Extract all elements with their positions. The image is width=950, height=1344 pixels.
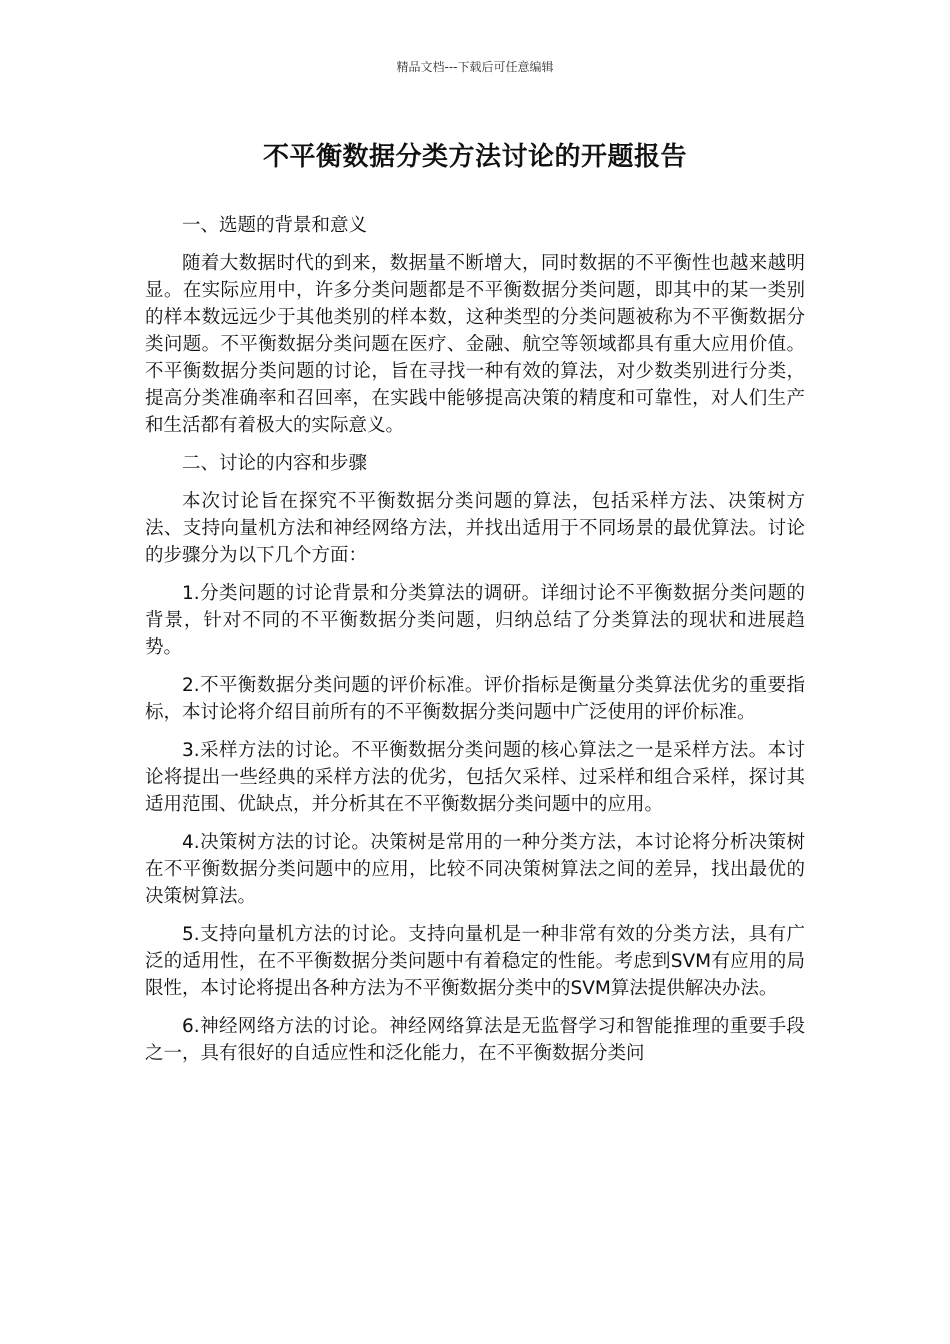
- section-heading-background: 一、选题的背景和意义: [182, 215, 368, 236]
- list-item-3: 3.采样方法的讨论。不平衡数据分类问题的核心算法之一是采样方法。本讨论将提出一些经典的采样方法的优劣，包括欠采样、过采样和组合采样，探讨其适用范围、优缺点，并分析其在不平衡数据分类问题中的应用。: [145, 740, 805, 815]
- list-item-6: 6.神经网络方法的讨论。神经网络算法是无监督学习和智能推理的重要手段之一，具有很好的自适应性和泛化能力，在不平衡数据分类问: [145, 1016, 805, 1064]
- paragraph-background: 随着大数据时代的到来，数据量不断增大，同时数据的不平衡性也越来越明显。在实际应用中，许多分类问题都是不平衡数据分类问题，即其中的某一类别的样本数远远少于其他类别的样本数，这种类型的分类问题被称为不平衡数据分类问题。不平衡数据分类问题在医疗、金融、航空等领域都具有重大应用价值。不平衡数据分类问题的讨论，旨在寻找一种有效的算法，对少数类别进行分类，提高分类准确率和召回率，在实践中能够提高决策的精度和可靠性，对人们生产和生活都有着极大的实际意义。: [145, 253, 805, 436]
- list-item-5: 5.支持向量机方法的讨论。支持向量机是一种非常有效的分类方法，具有广泛的适用性，在不平衡数据分类问题中有着稳定的性能。考虑到SVM有应用的局限性，本讨论将提出各种方法为不平衡数据分类中的SVM算法提供解决办法。: [145, 924, 805, 999]
- list-item-2: 2.不平衡数据分类问题的评价标准。评价指标是衡量分类算法优劣的重要指标，本讨论将介绍目前所有的不平衡数据分类问题中广泛使用的评价标准。: [145, 675, 805, 723]
- header-note: 精品文档---下载后可任意编辑: [396, 60, 554, 74]
- paragraph-content-intro: 本次讨论旨在探究不平衡数据分类问题的算法，包括采样方法、决策树方法、支持向量机方法和神经网络方法，并找出适用于不同场景的最优算法。讨论的步骤分为以下几个方面：: [145, 491, 805, 566]
- document-body: [145, 212, 805, 1078]
- list-item-1: 1.分类问题的讨论背景和分类算法的调研。详细讨论不平衡数据分类问题的背景，针对不同的不平衡数据分类问题，归纳总结了分类算法的现状和进展趋势。: [145, 583, 805, 658]
- section-heading-content: 二、讨论的内容和步骤: [182, 453, 368, 474]
- document-title: 不平衡数据分类方法讨论的开题报告: [262, 142, 687, 172]
- list-item-4: 4.决策树方法的讨论。决策树是常用的一种分类方法，本讨论将分析决策树在不平衡数据分类问题中的应用，比较不同决策树算法之间的差异，找出最优的决策树算法。: [145, 832, 805, 907]
